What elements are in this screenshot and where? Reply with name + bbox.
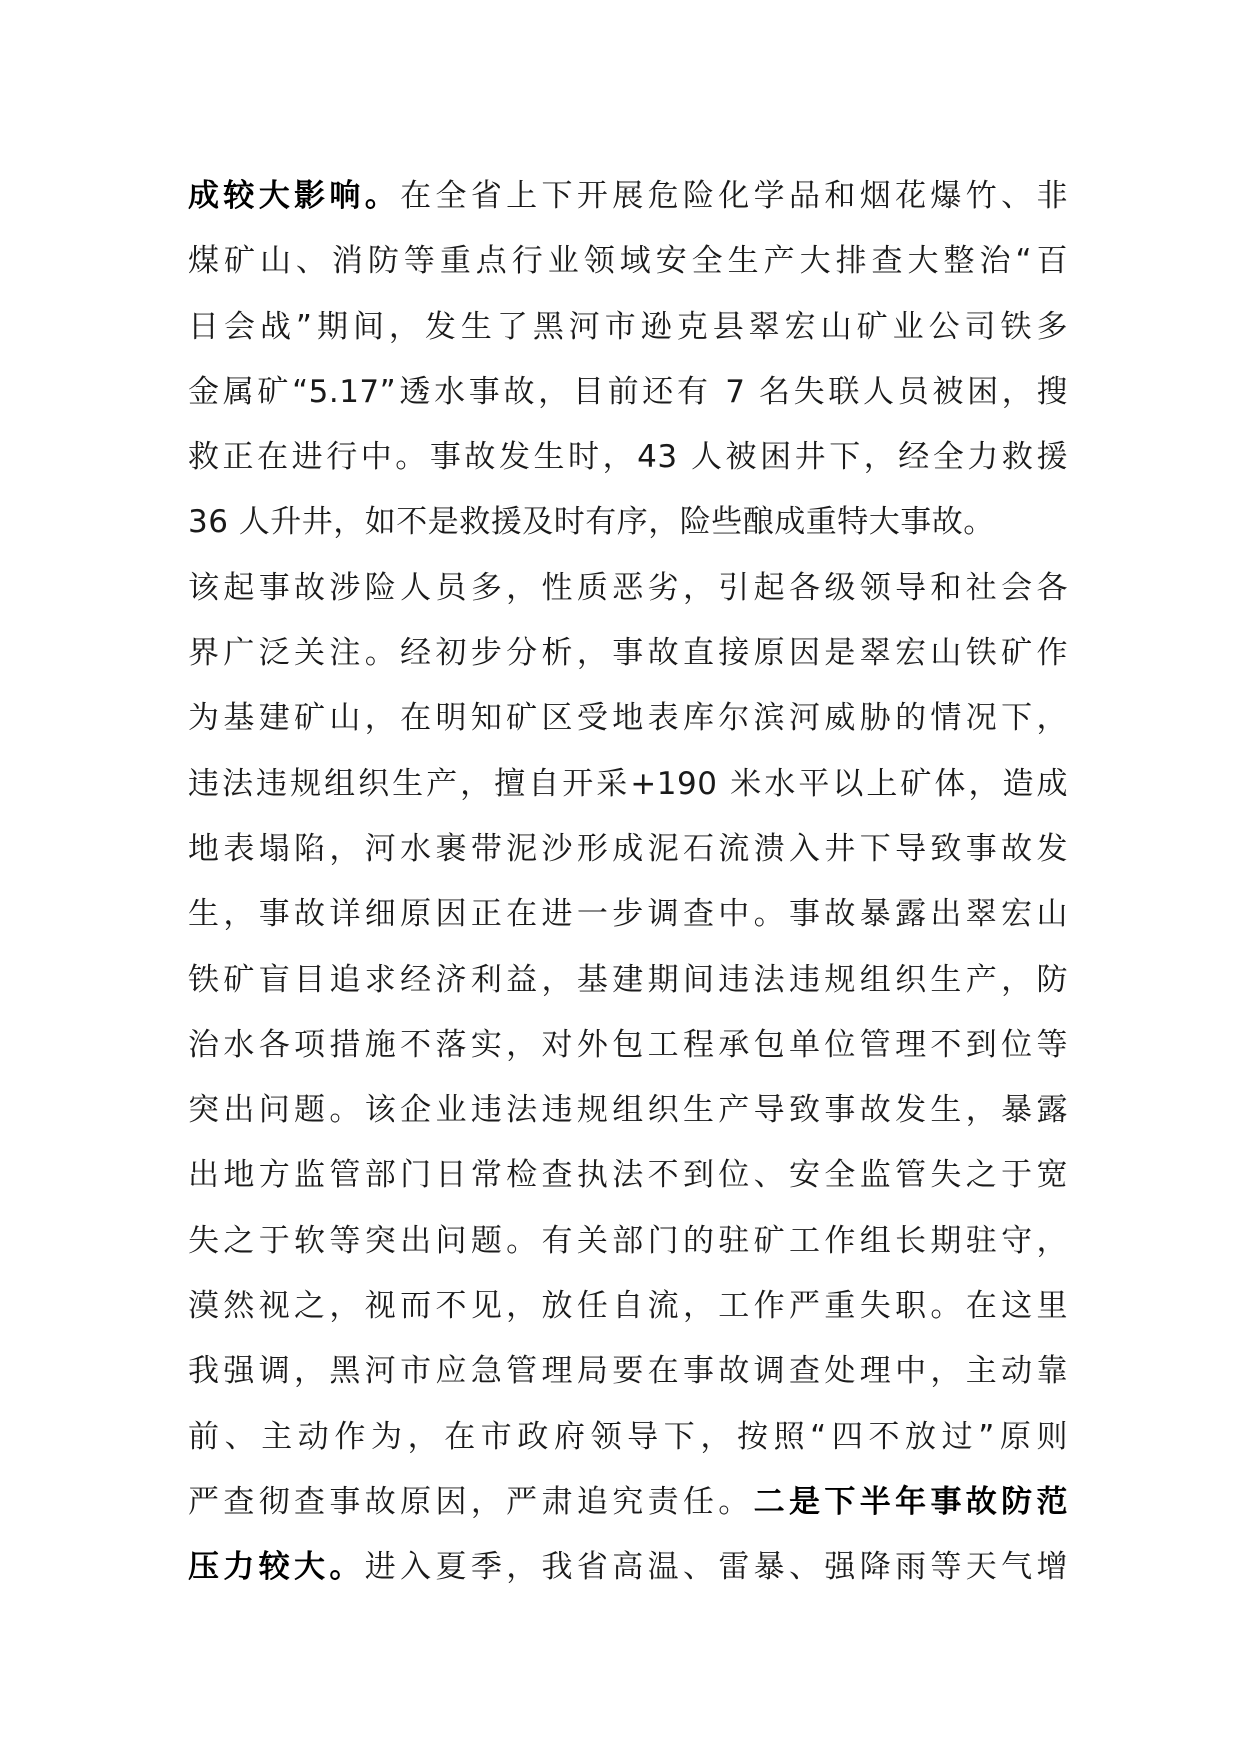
text-line — [188, 1405, 1068, 1470]
text-line — [188, 1209, 1068, 1274]
text-line — [188, 425, 1068, 490]
paragraph-text: 36 人升井，如不是救援及时有序，险些酿成重特大事故。 — [188, 504, 995, 541]
paragraph-text: 治水各项措施不落实，对外包工程承包单位管理不到位等 — [188, 1026, 1068, 1063]
bold-heading-text: 成较大影响。 — [188, 178, 401, 214]
paragraph-text: 日会战”期间，发生了黑河市逊克县翠宏山矿业公司铁多 — [188, 308, 1068, 345]
text-line — [188, 1274, 1068, 1339]
paragraph-text: 为基建矿山，在明知矿区受地表库尔滨河威胁的情况下， — [188, 700, 1068, 737]
paragraph-text: 失之于软等突出问题。有关部门的驻矿工作组长期驻守， — [188, 1222, 1068, 1259]
paragraph-text: 界广泛关注。经初步分析，事故直接原因是翠宏山铁矿作 — [188, 635, 1068, 672]
text-line — [188, 164, 1068, 229]
paragraph-text: 严查彻查事故原因，严肃追究责任。 — [188, 1483, 754, 1520]
text-line — [188, 948, 1068, 1013]
paragraph-text: 在全省上下开展危险化学品和烟花爆竹、非 — [400, 178, 1068, 214]
paragraph-text: 生，事故详细原因正在进一步调查中。事故暴露出翠宏山 — [188, 896, 1068, 933]
text-line — [188, 229, 1068, 294]
text-line — [188, 360, 1068, 425]
paragraph-text: 救正在进行中。事故发生时，43 人被困井下，经全力救援 — [188, 439, 1068, 476]
paragraph-text: 前、主动作为，在市政府领导下，按照“四不放过”原则 — [188, 1418, 1068, 1455]
text-line — [188, 1470, 1068, 1535]
document-page — [188, 164, 1068, 1601]
paragraph-text: 该起事故涉险人员多，性质恶劣，引起各级领导和社会各 — [188, 569, 1068, 606]
text-line — [188, 490, 1068, 555]
text-line — [188, 556, 1068, 621]
text-line — [188, 1143, 1068, 1208]
text-line — [188, 1339, 1068, 1404]
text-line — [188, 295, 1068, 360]
text-line — [188, 817, 1068, 882]
paragraph-text: 我强调，黑河市应急管理局要在事故调查处理中，主动靠 — [188, 1353, 1068, 1390]
body-text — [188, 164, 1068, 1601]
paragraph-text: 违法违规组织生产，擅自开采+190 米水平以上矿体，造成 — [188, 765, 1068, 802]
bold-heading-text: 二是下半年事故防范 — [753, 1483, 1069, 1520]
text-line — [188, 752, 1068, 817]
text-line — [188, 1013, 1068, 1078]
text-line — [188, 1535, 1068, 1600]
text-line — [188, 621, 1068, 686]
paragraph-text: 金属矿“5.17”透水事故，目前还有 7 名失联人员被困，搜 — [188, 373, 1068, 410]
text-line — [188, 686, 1068, 751]
text-line — [188, 1078, 1068, 1143]
paragraph-text: 铁矿盲目追求经济利益，基建期间违法违规组织生产，防 — [188, 961, 1068, 998]
text-line — [188, 882, 1068, 947]
paragraph-text: 突出问题。该企业违法违规组织生产导致事故发生，暴露 — [188, 1092, 1068, 1129]
paragraph-text: 煤矿山、消防等重点行业领域安全生产大排查大整治“百 — [188, 243, 1068, 280]
paragraph-text: 出地方监管部门日常检查执法不到位、安全监管失之于宽 — [188, 1157, 1068, 1194]
paragraph-text: 进入夏季，我省高温、雷暴、强降雨等天气增 — [364, 1549, 1069, 1586]
bold-heading-text: 压力较大。 — [188, 1549, 365, 1586]
paragraph-text: 地表塌陷，河水裹带泥沙形成泥石流溃入井下导致事故发 — [188, 830, 1068, 867]
paragraph-text: 漠然视之，视而不见，放任自流，工作严重失职。在这里 — [188, 1288, 1068, 1325]
